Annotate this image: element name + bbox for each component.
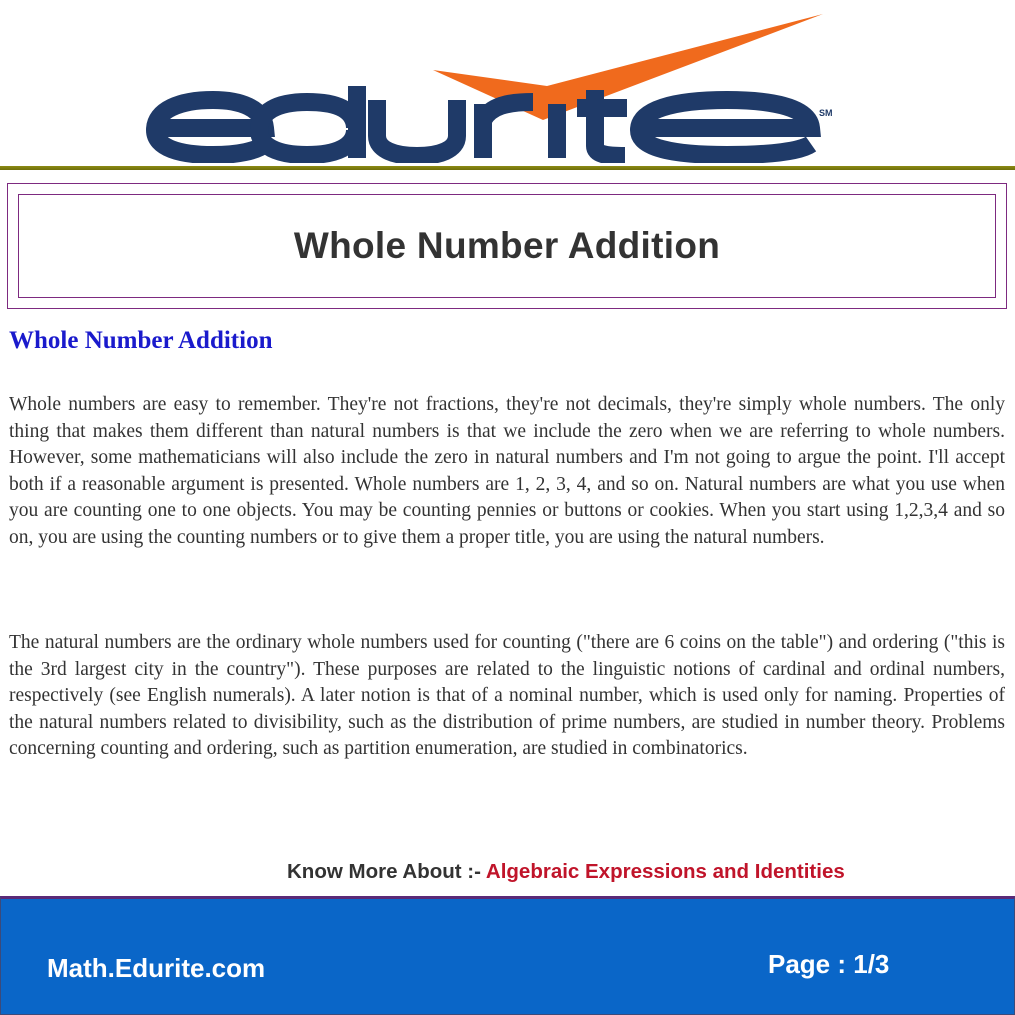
footer <box>0 896 1015 1015</box>
paragraph-2: The natural numbers are the ordinary whole numbers used for counting ("there are 6 coins on the table") and ordering ("this is the 3rd largest city in the country"). These purposes are related to the linguistic notions of cardinal and ordinal numbers, respectively (see English numerals). A later notion is that of a nominal number, which is used only for naming. Properties of the natural numbers related to divisibility, such as the distribution of prime numbers, are studied in number theory. Problems concerning counting and ordering, such as partition enumeration, are studied in combinatorics. <box>9 632 1005 760</box>
title-box <box>7 183 1007 309</box>
know-more-label: Know More About :- <box>287 860 486 883</box>
page-title: Whole Number Addition <box>293 225 721 266</box>
header-divider <box>0 166 1015 170</box>
page-number: Page : 1/3 <box>768 949 890 979</box>
paragraph-1: Whole numbers are easy to remember. They're not fractions, they're not decimals, they're simply whole numbers. The only thing that makes them different than natural numbers is that we include the zero when we are referring to whole numbers. However, some mathematicians will also include the zero in natural numbers and I'm not going to argue the point. I'll accept both if a reasonable argument is presented. Whole numbers are 1, 2, 3, 4, and so on. Natural numbers are what you use when you are counting one to one objects. You may be counting pennies or buttons or cookies. When you start using 1,2,3,4 and so on, you are using the counting numbers or to give them a proper title, you are using the natural numbers. <box>9 394 1005 548</box>
header <box>0 0 1015 172</box>
edurite-logo <box>145 8 855 163</box>
section-heading: Whole Number Addition <box>9 327 273 354</box>
logo-sm-mark: SM <box>819 108 833 118</box>
know-more-link[interactable]: Algebraic Expressions and Identities <box>485 860 845 883</box>
title-box-inner <box>18 194 996 298</box>
footer-site-link[interactable]: Math.Edurite.com <box>47 953 266 983</box>
know-more-line <box>287 860 845 884</box>
